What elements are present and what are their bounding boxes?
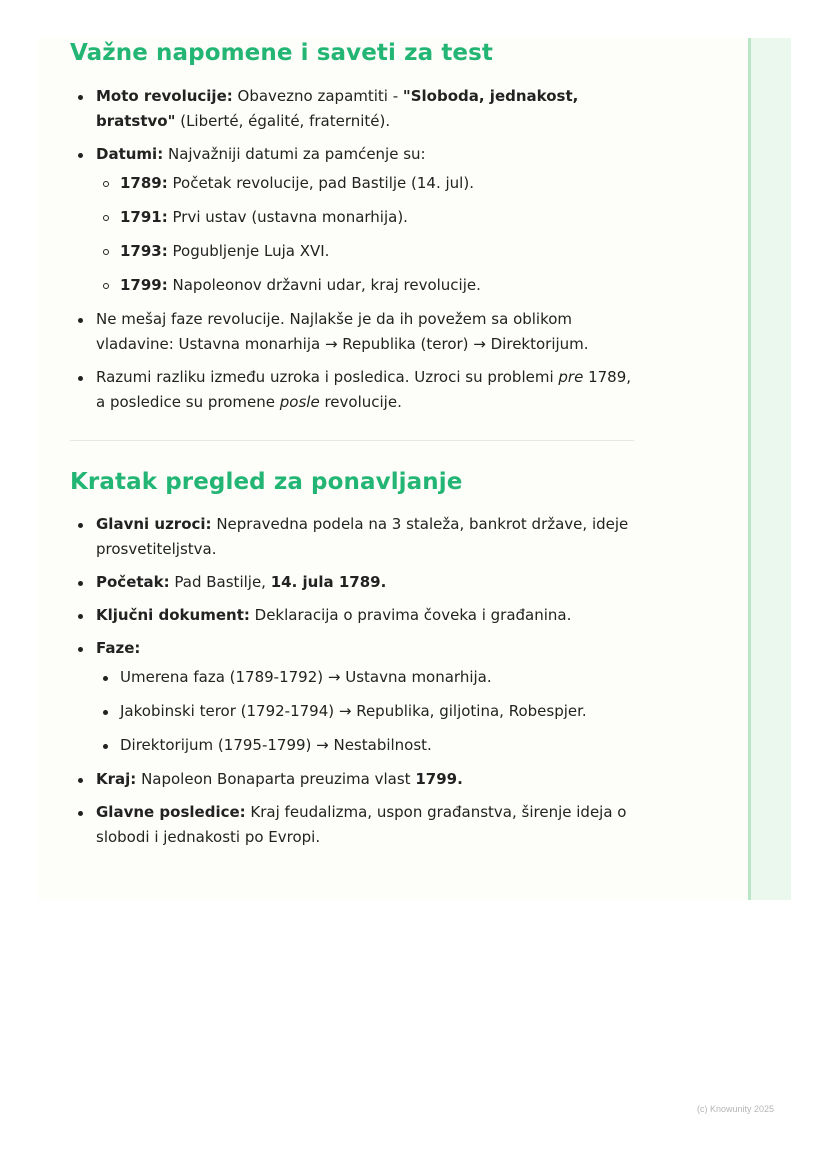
phases-sublist — [96, 665, 630, 758]
causes-tip-emphasis: pre — [558, 368, 584, 386]
start-text: Pad Bastilje, — [169, 573, 271, 591]
document-text: Deklaracija o pravima čoveka i građanina. — [249, 606, 572, 624]
date-text: Prvi ustav (ustavna monarhija). — [167, 208, 408, 226]
phase-item: Umerena faza (1789-1792) → Ustavna monarhija. — [96, 665, 630, 690]
date-year: 1793: — [120, 242, 168, 260]
document-label: Ključni dokument: — [96, 606, 250, 624]
date-item — [96, 239, 640, 264]
date-year: 1791: — [120, 208, 168, 226]
consequences-label: Glavne posledice: — [96, 803, 246, 821]
list-item-start — [70, 570, 630, 595]
moto-label: Moto revolucije: — [96, 87, 233, 105]
moto-text: Obavezno zapamtiti - — [232, 87, 403, 105]
end-label: Kraj: — [96, 770, 137, 788]
section-title-tips: Važne napomene i saveti za test — [70, 40, 494, 66]
list-item-phases — [70, 636, 630, 758]
phase-item: Direktorijum (1795-1799) → Nestabilnost. — [96, 733, 630, 758]
date-text: Početak revolucije, pad Bastilje (14. jul). — [167, 174, 474, 192]
consequences-text: Kraj feudalizma, uspon građanstva, širenje ideja o slobodi i jednakosti po Evropi. — [96, 803, 627, 846]
start-label: Početak: — [96, 573, 170, 591]
causes-tip-text: Razumi razliku između uzroka i posledica. Uzroci su problemi — [96, 368, 559, 386]
causes-tip-text: revolucije. — [319, 393, 402, 411]
list-item-causes — [70, 512, 630, 562]
date-text: Pogubljenje Luja XVI. — [167, 242, 330, 260]
causes-text: Nepravedna podela na 3 staleža, bankrot države, ideje prosvetiteljstva. — [96, 515, 629, 558]
moto-quote: "Sloboda, jednakost, bratstvo" — [96, 87, 579, 130]
dates-text: Najvažniji datumi za pamćenje su: — [163, 145, 426, 163]
date-year: 1799: — [120, 276, 168, 294]
list-item-phases-tip — [70, 307, 640, 357]
causes-label: Glavni uzroci: — [96, 515, 212, 533]
list-item-document — [70, 603, 630, 628]
phase-item: Jakobinski teror (1792-1794) → Republika, giljotina, Robespjer. — [96, 699, 630, 724]
copyright-footer: (c) Knowunity 2025 — [696, 1104, 774, 1114]
list-item-moto — [70, 84, 640, 134]
phases-label: Faze: — [96, 639, 141, 657]
dates-sublist — [96, 171, 640, 298]
moto-translation: (Liberté, égalité, fraternité). — [180, 112, 391, 130]
list-item-dates — [70, 142, 640, 298]
end-year: 1799. — [415, 770, 463, 788]
causes-tip-emphasis: posle — [279, 393, 320, 411]
date-year: 1789: — [120, 174, 168, 192]
list-item-end — [70, 767, 630, 792]
date-item — [96, 205, 640, 230]
list-item-causes-tip — [70, 365, 640, 415]
review-list — [70, 512, 630, 858]
end-text: Napoleon Bonaparta preuzima vlast — [136, 770, 416, 788]
list-item-consequences — [70, 800, 630, 850]
date-item — [96, 273, 640, 298]
date-item — [96, 171, 640, 196]
side-panel — [748, 38, 791, 900]
dates-label: Datumi: — [96, 145, 164, 163]
start-date: 14. jula 1789. — [270, 573, 387, 591]
section-title-review: Kratak pregled za ponavljanje — [70, 469, 463, 495]
section-divider — [70, 440, 634, 441]
date-text: Napoleonov državni udar, kraj revolucije. — [167, 276, 481, 294]
causes-tip-text: 1789, a posledice su promene — [96, 368, 632, 411]
tips-list — [70, 84, 640, 423]
phases-tip-text: Ne mešaj faze revolucije. Najlakše je da ih povežem sa oblikom vladavine: Ustavna monarhija → Republika (teror) → Direktorijum. — [96, 310, 589, 353]
